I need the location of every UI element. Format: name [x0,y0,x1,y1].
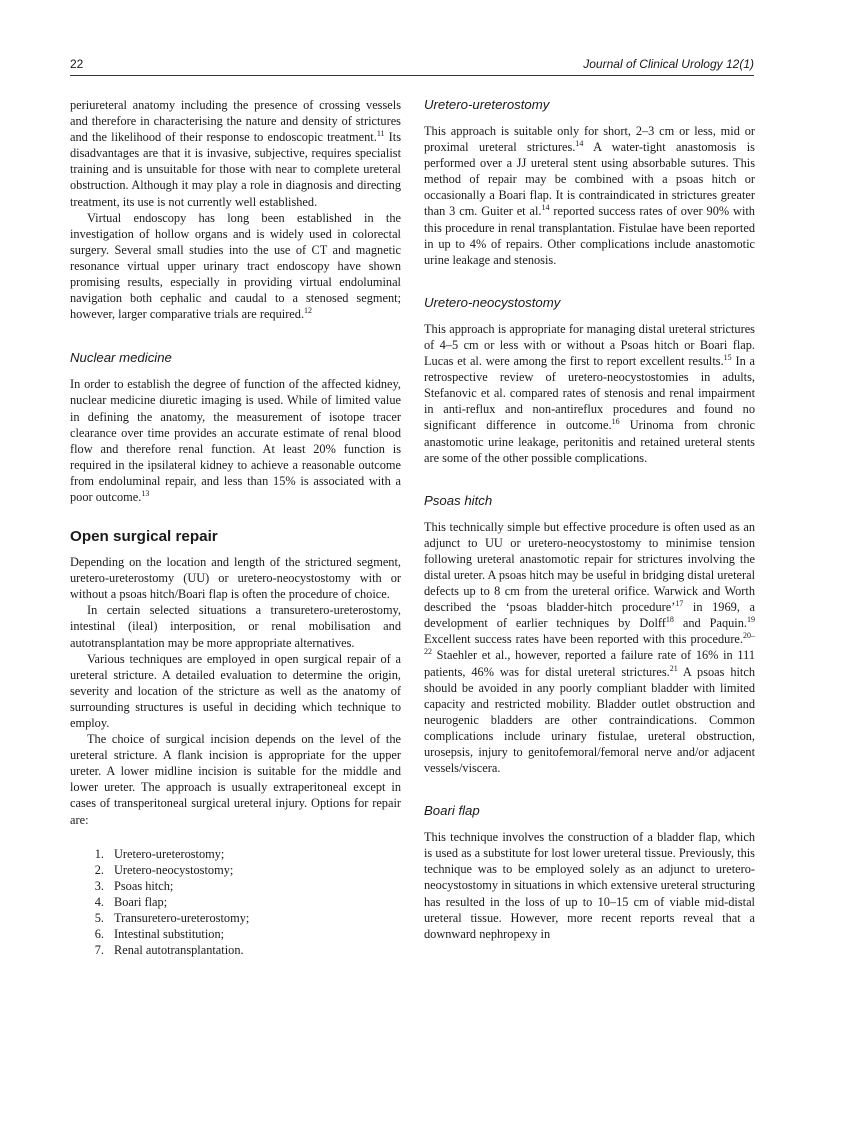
paragraph: This approach is suitable only for short, 2–3 cm or less, mid or proximal ureteral strictures.$^{14}$ A water-tight anastomosis is performed over a JJ ureteral stent using absorbable sutures. This method of repair may be combined with a psoas hitch or occasionally a Boari flap. It is contraindicated in strictures greater than 3 cm. Guiter et al.$^{14}$ reported success rates of over 90% with this procedure in renal transplantation. Fistulae have been reported in up to 4% of repairs. Other complications include anastomotic urine leakage and stenosis. [424,124,755,267]
section-heading-uretero-ureterostomy: Uretero-ureterostomy [424,97,550,112]
citation: 18 [665,615,674,625]
paragraph: In certain selected situations a transuretero-ureterostomy, intestinal (ileal) interposition, or renal mobilisation and autotransplantation may be more appropriate alternatives. [70,603,401,650]
list-item: 7. Renal autotransplantation. [94,943,244,958]
section-heading-nuclear-medicine: Nuclear medicine [70,350,172,366]
paragraph: In order to establish the degree of function of the affected kidney, nuclear medicine diuretic imaging is used. While of limited value in defining the anatomy, the measurement of isotope tracer clearance over time provides an accurate estimate of renal blood flow and therefore renal function. At least 20% function is required in the ipsilateral kidney to achieve a reasonable outcome from endoluminal repair, and less than 15% is associated with a poor outcome.$^{13}$ [70,377,401,504]
paragraph: Depending on the location and length of the strictured segment, uretero-ureterostomy (UU) or uretero-neocystostomy with or without a psoas hitch/Boari flap is often the procedure of choice. [70,555,401,602]
section-heading-open-surgical-repair: Open surgical repair [70,528,218,546]
paragraph: The choice of surgical incision depends on the level of the ureteral stricture. A flank incision is appropriate for the upper ureter. A lower midline incision is suitable for the middle and lower ureter. The approach is usually extraperitoneal except in cases of transperitoneal surgical ureteral injury. Options for repair are: [70,732,401,827]
citation: 20–22 [424,631,755,657]
paragraph: This technically simple but effective procedure is often used as an adjunct to UU or uretero-neocystostomy to minimise tension following ureteral anastomotic repair for strictures involving the distal ureter. A psoas hitch may be useful in bridging distal ureteral defects up to 8 cm from the ureteral orifice. Warwick and Worth described the ‘psoas bladder-hitch procedure’$^{17}$ in 1969, a development of earlier techniques by Dolff$^{18}$ and Paquin.$^{19}$ Excellent success rates have been reported with this procedure.$^{20-22}$ Staehler et al., however, reported a failure rate of 16% in 111 patients, 46% was for distal ureteral strictures.$^{21}$ A psoas hitch should be avoided in any poorly compliant bladder with limited capacity and restricted mobility. Bladder outlet obstruction and neurogenic bladders are other contraindications. Common complications include urinary fistulae, ureteral obstruction, urosepsis, injury to genitofemoral/femoral nerve and/or adjacent vessels/viscera. [424,519,756,776]
journal-title: Journal of Clinical Urology 12(1) [583,57,754,71]
citation: 14 [541,203,550,213]
page-number: 22 [70,57,84,71]
list-item: 4. Boari flap; [94,894,168,909]
citation: 11 [376,129,385,139]
repair-options-list [70,846,401,959]
list-item: 5. Transuretero-ureterostomy; [94,911,250,926]
paragraph: periureteral anatomy including the presence of crossing vessels and therefore in characterising the nature and density of strictures and the likelihood of their response to endoscopic treatment.$^{11}$ Its disadvantages are that it is invasive, subjective, requires specialist training and is unsuitable for those with near to complete ureteral obstruction. Although it may play a role in diagnosis and directing treatment, its use is not currently well established. [70,98,401,209]
paragraph: This approach is appropriate for managing distal ureteral strictures of 4–5 cm or less with or without a Psoas hitch or Boari flap. Lucas et al. were among the first to report excellent results.$^{15}$ In a retrospective review of uretero-neocystostomies in adults, Stefanovic et al. compared rates of stenosis and renal impairment in anti-reflux and non-antireflux procedures and found no significant difference in outcome.$^{16}$ Urinoma from chronic anastomotic urine leakage, peritonitis and retained ureteral stents are some of the other possible complications. [424,321,755,465]
paragraph: Various techniques are employed in open surgical repair of a ureteral stricture. A detailed evaluation to determine the origin, severity and location of the stricture as well as the anatomy of surrounding structures is useful in deciding which technique to employ. [70,651,401,730]
list-item: 2. Uretero-neocystostomy; [94,862,234,877]
right-column [424,97,755,942]
citation: 13 [141,488,150,498]
list-item: 3. Psoas hitch; [94,878,174,893]
section-heading-psoas-hitch: Psoas hitch [424,492,493,508]
list-item: 1. Uretero-ureterostomy; [94,846,225,861]
list-item: 6. Intestinal substitution; [94,927,225,942]
citation: 16 [611,417,620,427]
citation: 15 [723,352,732,362]
citation: 14 [575,138,584,148]
left-column [70,97,401,958]
paragraph: Virtual endoscopy has long been established in the investigation of hollow organs and is widely used in colorectal surgery. Several small studies into the use of CT and magnetic resonance virtual upper urinary tract endoscopy have shown promising results, especially in providing virtual endoluminal navigation both cephalic and caudal to a stenosed segment; however, larger comparative trials are required.$^{12}$ [70,210,401,322]
citation: 21 [669,663,678,673]
section-heading-uretero-neocystostomy: Uretero-neocystostomy [424,294,561,310]
citation: 17 [675,599,684,609]
running-header [70,55,754,76]
paragraph: This technique involves the construction of a bladder flap, which is used as a substitute for lost lower ureteral tissue. Previously, this technique was to be employed solely as an adjunct to uretero-neocystostomy in situations in which extensive ureteral structuring has resulted in the loss of up to 10–15 cm of viable mid-distal ureteral tissue. However, more recent reports reveal that a downward nephropexy in [424,830,755,941]
citation: 12 [304,306,313,316]
citation: 19 [747,615,755,625]
section-heading-boari-flap: Boari flap [424,803,480,819]
